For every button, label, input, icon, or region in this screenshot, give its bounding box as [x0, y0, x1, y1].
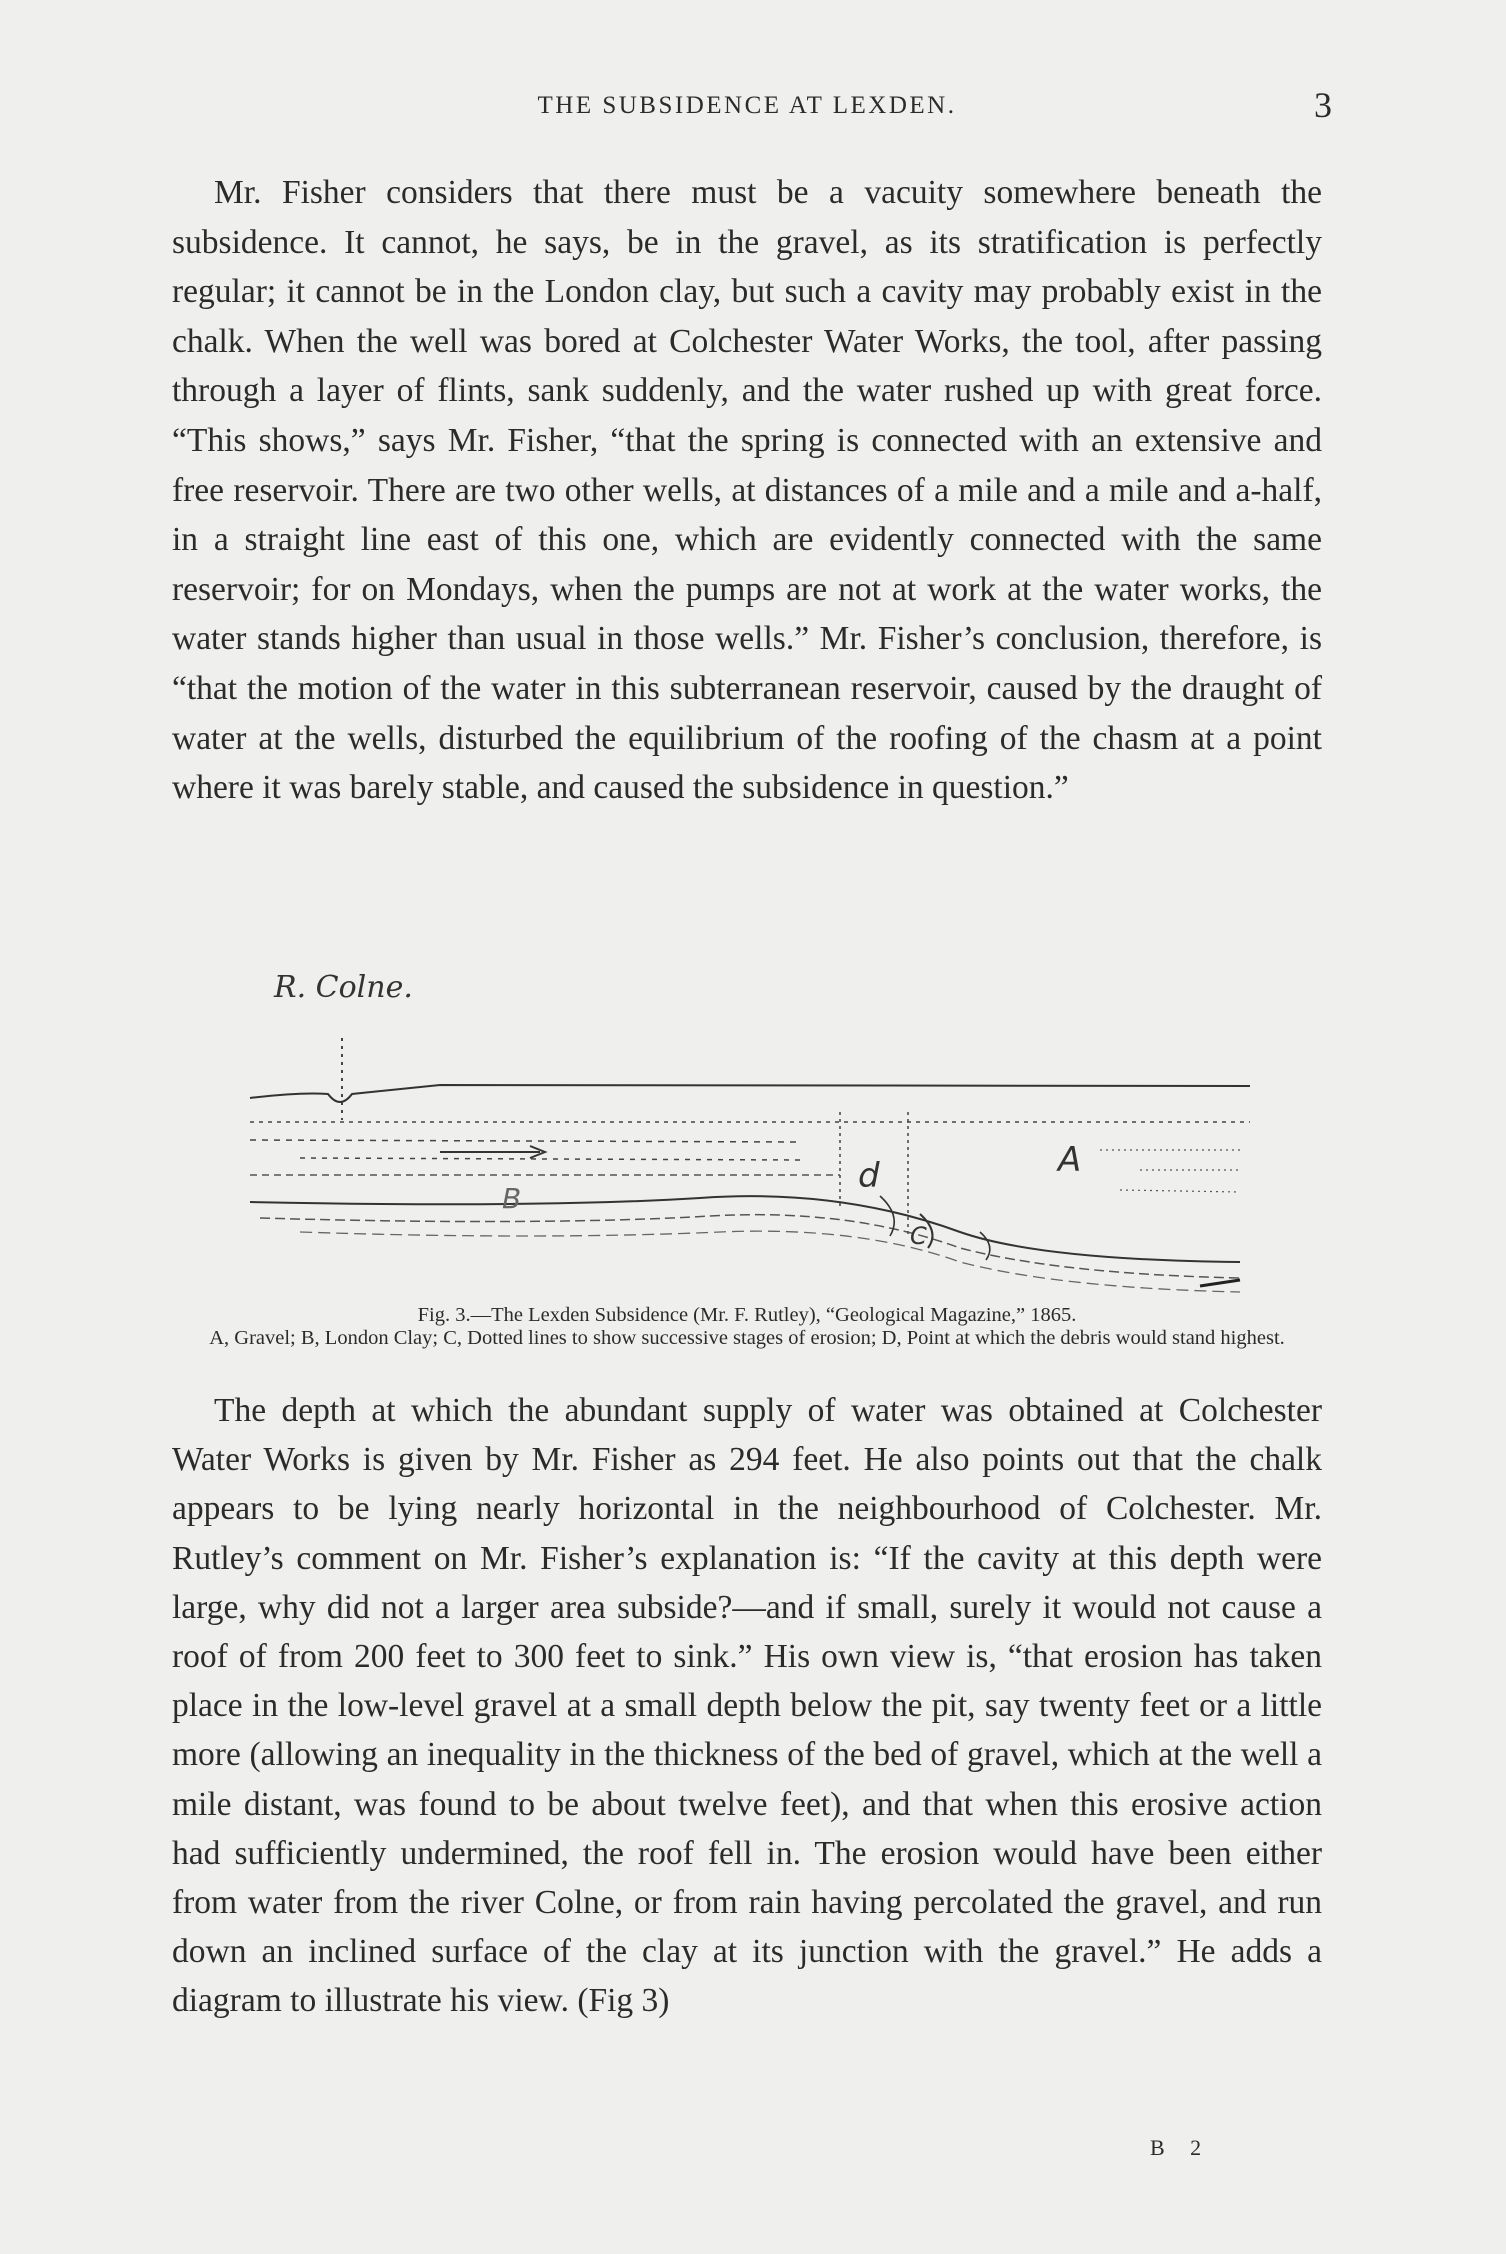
figure-caption-key: A, Gravel; B, London Clay; C, Dotted lines to show successive stages of erosion; D, Point at which the debris would stand highest. — [209, 1327, 1285, 1349]
gravel-label: A — [1058, 1140, 1082, 1180]
body-paragraph-1: Mr. Fisher considers that there must be a vacuity somewhere beneath the subsidence. It cannot, he says, be in the gravel, as its stratification is perfectly regular; it cannot be in the London clay, but such a cavity may probably exist in the chalk. When the well was bored at Colchester Water Works, the tool, after passing through a layer of flints, sank suddenly, and the water rushed up with great force. “This shows,” says Mr. Fisher, “that the spring is connected with an extensive and free reservoir. There are two other wells, at distances of a mile and a mile and a-half, in a straight line east of this one, which are evidently connected with the same reservoir; for on Mondays, when the pumps are not at work at the water works, the water stands higher than usual in those wells.” Mr. Fisher’s conclusion, therefore, is “that the motion of the water in this subterranean reservoir, caused by the draught of water at the wells, disturbed the equilibrium of the roofing of the chasm at a point where it was barely stable, and caused the subsidence in question.” — [172, 174, 1322, 807]
figure-3-diagram — [240, 970, 1330, 1300]
erosion-stages-label: C — [910, 1222, 927, 1250]
page-number: 3 — [1314, 85, 1332, 125]
signature-mark: B 2 — [1150, 2135, 1212, 2160]
london-clay-label: B — [502, 1182, 522, 1215]
figure-caption-title: Fig. 3.—The Lexden Subsidence (Mr. F. Rutley), “Geological Magazine,” 1865. — [417, 1304, 1077, 1326]
cross-section-drawing — [240, 970, 1330, 1300]
body-paragraph-2: The depth at which the abundant supply of water was obtained at Colchester Water Works is given by Mr. Fisher as 294 feet. He also points out that the chalk appears to be lying nearly horizontal in the neighbourhood of Colchester. Mr. Rutley’s comment on Mr. Fisher’s explanation is: “If the cavity at this depth were large, why did not a larger area subside?—and if small, surely it would not cause a roof of from 200 feet to 300 feet to sink.” His own view is, “that erosion has taken place in the low-level gravel at a small depth below the pit, say twenty feet or a little more (allowing an inequality in the thickness of the bed of gravel, which at the well a mile distant, was found to be about twelve feet), and that when this erosive action had sufficiently undermined, the roof fell in. The erosion would have been either from water from the river Colne, or from rain having percolated the gravel, and run down an inclined surface of the clay at its junction with the gravel.” He adds a diagram to illustrate his view. (Fig 3) — [172, 1392, 1322, 2020]
running-title: THE SUBSIDENCE AT LEXDEN. — [537, 92, 957, 119]
page-header — [172, 85, 1332, 132]
river-colne-label: R. Colne. — [274, 970, 413, 1005]
debris-point-label: d — [858, 1156, 880, 1196]
